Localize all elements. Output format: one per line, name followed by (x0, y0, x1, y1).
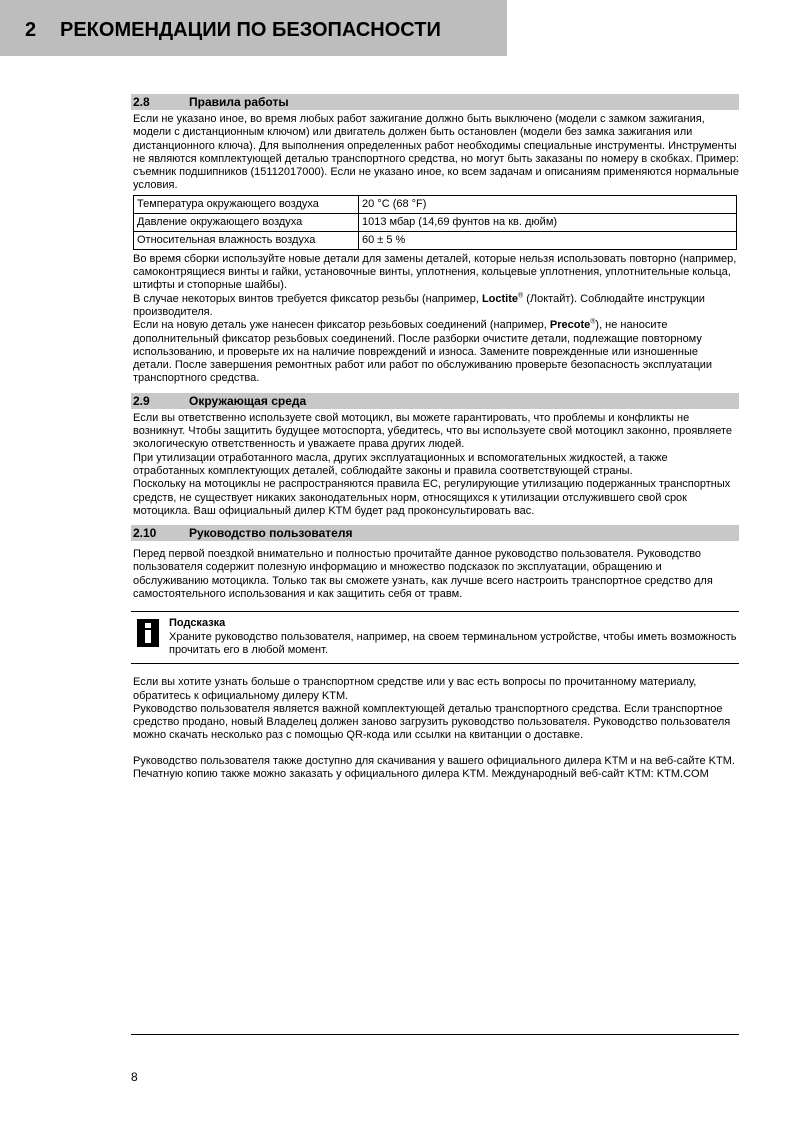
section-number: 2.10 (133, 526, 157, 541)
table-cell-value: 60 ± 5 % (359, 231, 737, 249)
paragraph: Если вы хотите узнать больше о транспортном средстве или у вас есть вопросы по прочитанному материалу, обратитесь к официальному дилеру KTM. (133, 676, 697, 702)
paragraph: Если не указано иное, во время любых работ зажигание должно быть выключено (модели с замком зажигания, модели с дистанционным ключом) или двигатель должен быть остановлен (модели без замка зажигания или дистанционного ключа). Для выполнения определенных работ необходимы специальные инструменты. Инструменты не являются комплектующей деталью транспортного средства, но могут быть заказаны по номеру в скобках. Пример: съемник подшипников (15112017000). Если не указано иное, ко всем задачам и описаниям применяются нормальные условия. (133, 113, 739, 192)
paragraph: Руководство пользователя является важной комплектующей деталью транспортного средства. Если транспортное средство продано, новый Владелец должен заново загрузить руководство пользователя. Руководство пользователя можно скачать несколько раз с помощью QR-кода или ссылки на квитанции о доставке. (133, 702, 731, 742)
paragraph: Если вы ответственно используете свой мотоцикл, вы можете гарантировать, что проблемы и конфликты не возникнут. Чтобы защитить будущее мотоспорта, убедитесь, что вы используете свой мотоцикл законно, проявляете экологическую ответственность и уважаете права других людей. (133, 411, 733, 451)
brand-precote: Precote (549, 319, 591, 332)
table-cell-value: 1013 мбар (14,69 фунтов на кв. дюйм) (359, 213, 737, 231)
section-heading-2-9 (131, 393, 739, 409)
section-title: Правила работы (189, 95, 289, 109)
table-row (134, 231, 737, 249)
registered-mark: ® (518, 292, 524, 300)
section-title: Руководство пользователя (189, 526, 353, 541)
text-fragment: Если на новую деталь уже нанесен фиксатор резьбовых соединений (например, (133, 319, 550, 332)
chapter-title-text: РЕКОМЕНДАЦИИ ПО БЕЗОПАСНОСТИ (60, 19, 441, 41)
paragraph: Руководство пользователя также доступно для скачивания у вашего официального дилера KTM и на веб-сайте KTM. Печатную копию также можно заказать у официального дилера KTM. Международный веб-сайт KTM: KTM.COM (133, 754, 735, 780)
info-icon (137, 619, 159, 647)
page-number: 8 (131, 1070, 138, 1084)
registered-mark: ® (590, 318, 596, 326)
text-fragment: (Локтайт). Соблюдайте инструкции производителя. (133, 292, 705, 318)
paragraph: Во время сборки используйте новые детали для замены деталей, которые нельзя использовать повторно (например, самоконтрящиеся винты и гайки, установочные винты, уплотнения, кольцевые уплотнения, уплотнительные кольца, штифты и стопорные шайбы). (133, 252, 737, 292)
tip-title: Подсказка (169, 617, 226, 630)
paragraph (131, 319, 739, 385)
paragraph: Перед первой поездкой внимательно и полностью прочитайте данное руководство пользователя. Руководство пользователя содержит полезную информацию и множество подсказок по эксплуатации, обращению и обслуживанию мотоцикла. Только так вы сможете узнать, как лучше всего настроить транспортное средство для самостоятельного использования и как защитить себя от травм. (133, 548, 713, 601)
paragraph: Поскольку на мотоциклы не распространяются правила ЕС, регулирующие утилизацию подержанных транспортных средств, не существует никаких законодательных норм, относящихся к утилизации отслужившего свой срок мотоцикла. Ваш официальный дилер KTM будет рад проконсультировать вас. (133, 478, 731, 517)
text-fragment: ), не наносите дополнительный фиксатор резьбовых соединений. После разборки очистите детали, подлежащие повторному использованию, и проверьте их на наличие повреждений и износа. Замените поврежденные или изношенные детали. После завершения ремонтных работ или работ по обслуживанию проверьте безопасность эксплуатации транспортного средства. (133, 319, 713, 385)
section-heading-2-8 (131, 94, 739, 110)
paragraph: При утилизации отработанного масла, других эксплуатационных и вспомогательных жидкостей, а также отработанных комплектующих деталей, соблюдайте законы и правила соответствующей страны. (133, 451, 668, 477)
normal-conditions-table (133, 195, 737, 250)
brand-loctite: Loctite (481, 292, 519, 305)
tip-box (131, 611, 739, 664)
table-cell-label: Давление окружающего воздуха (134, 213, 359, 231)
table-cell-value: 20 °C (68 °F) (359, 195, 737, 213)
table-row (134, 195, 737, 213)
page-content (131, 94, 739, 781)
tip-text: Храните руководство пользователя, например, на своем терминальном устройстве, чтобы иметь возможность прочитать его в любой момент. (169, 630, 737, 656)
section-heading-2-10 (131, 525, 739, 541)
table-cell-label: Температура окружающего воздуха (134, 195, 359, 213)
tip-content (169, 617, 739, 657)
section-number: 2.9 (133, 393, 150, 408)
chapter-title (25, 18, 441, 42)
text-fragment: В случае некоторых винтов требуется фиксатор резьбы (например, (133, 292, 482, 305)
footer-divider (131, 1034, 739, 1035)
table-cell-label: Относительная влажность воздуха (134, 231, 359, 249)
section-number: 2.8 (133, 95, 150, 109)
paragraph (131, 293, 739, 320)
section-title: Окружающая среда (189, 393, 307, 408)
table-row (134, 213, 737, 231)
chapter-number: 2 (25, 19, 37, 41)
